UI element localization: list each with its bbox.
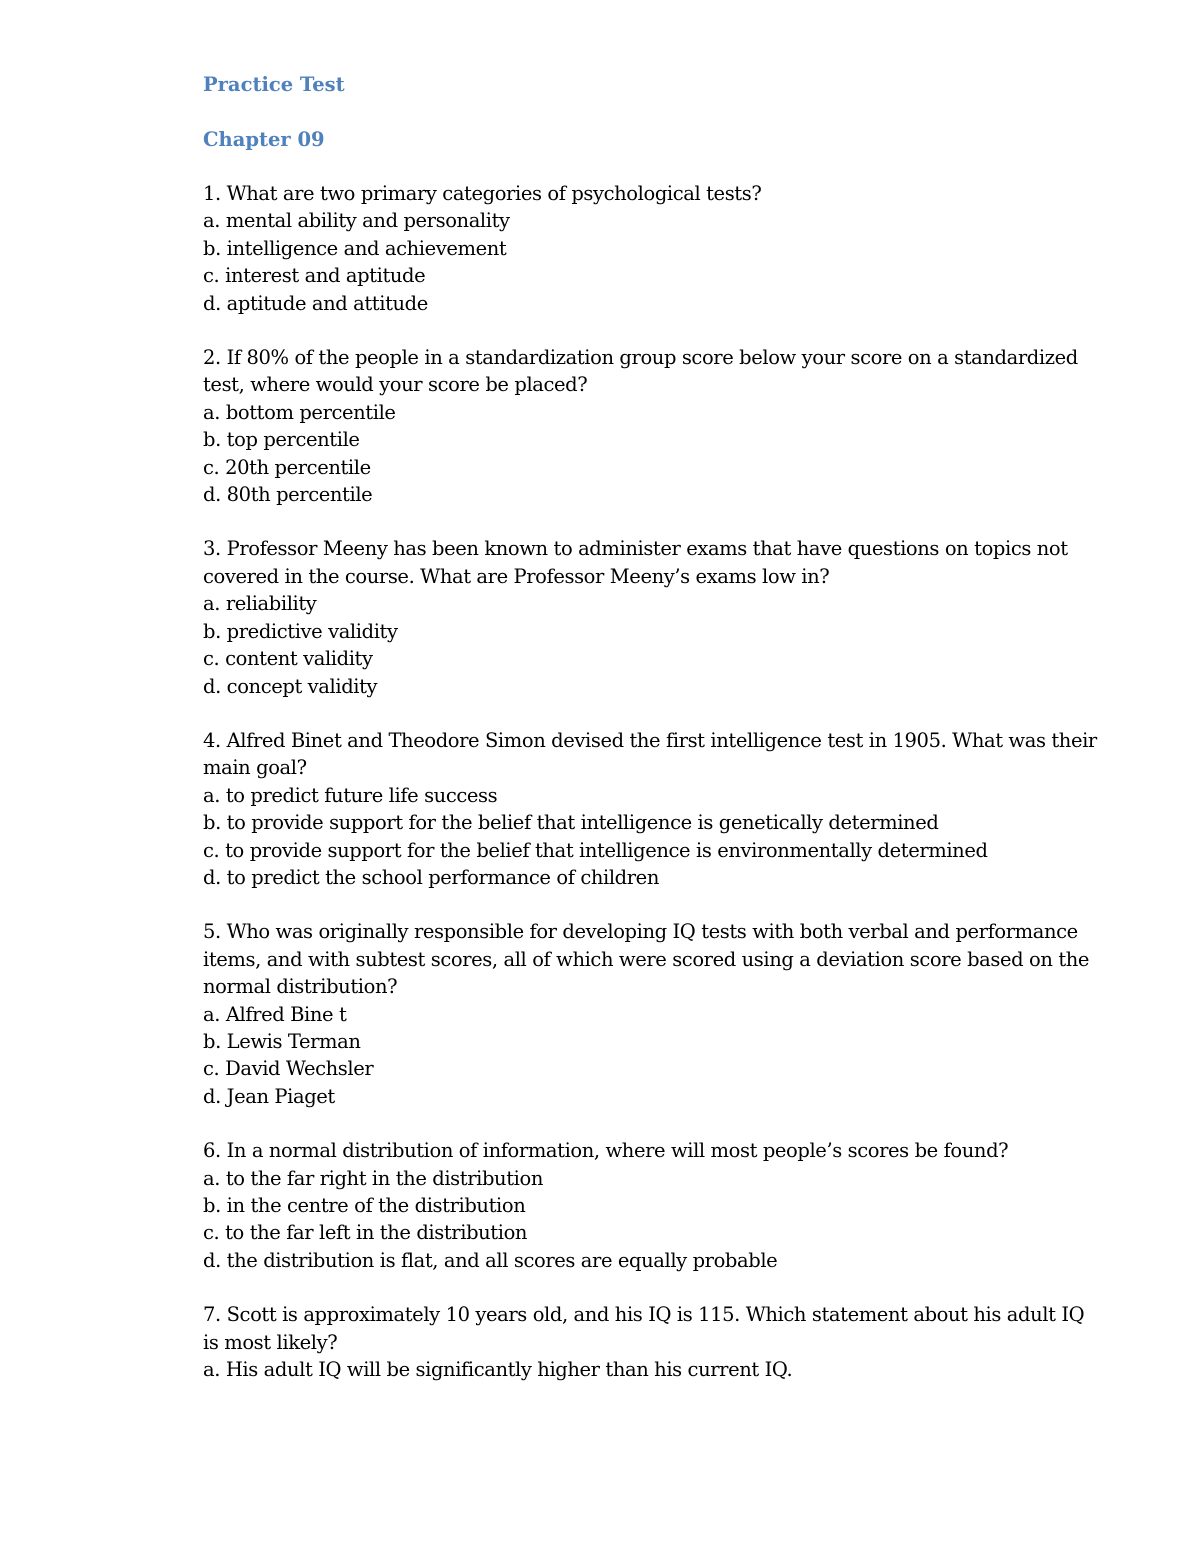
answer-option: c. interest and aptitude [203, 264, 426, 288]
answer-option: b. predictive validity [203, 619, 398, 643]
answer-option: b. intelligence and achievement [203, 236, 507, 260]
question-7 [203, 1301, 1103, 1383]
question-stem: 7. Scott is approximately 10 years old, and his IQ is 115. Which statement about his adult IQ is most likely? [203, 1303, 1085, 1354]
question-stem: 3. Professor Meeny has been known to administer exams that have questions on topics not covered in the course. What are Professor Meeny’s exams low in? [203, 537, 1068, 588]
question-4 [203, 727, 1103, 891]
answer-option: c. 20th percentile [203, 455, 371, 479]
question-1 [203, 180, 1103, 317]
answer-option: d. to predict the school performance of children [203, 865, 659, 889]
answer-option: a. to the far right in the distribution [203, 1166, 543, 1190]
question-3 [203, 535, 1103, 699]
document-title: Practice Test [203, 73, 345, 96]
answer-option: d. the distribution is flat, and all scores are equally probable [203, 1248, 778, 1272]
answer-option: b. to provide support for the belief that intelligence is genetically determined [203, 811, 939, 835]
answer-option: c. content validity [203, 647, 373, 671]
answer-option: c. David Wechsler [203, 1057, 374, 1081]
chapter-heading: Chapter 09 [203, 128, 325, 151]
answer-option: a. to predict future life success [203, 783, 498, 807]
document-page [203, 70, 1103, 1410]
question-list [203, 180, 1103, 1383]
answer-option: c. to provide support for the belief that intelligence is environmentally determined [203, 838, 988, 862]
answer-option: d. 80th percentile [203, 483, 373, 507]
question-6 [203, 1137, 1103, 1274]
answer-option: c. to the far left in the distribution [203, 1221, 528, 1245]
question-stem: 5. Who was originally responsible for developing IQ tests with both verbal and performance items, and with subtest scores, all of which were scored using a deviation score based on the normal distribution? [203, 920, 1090, 999]
question-5 [203, 918, 1103, 1110]
answer-option: b. top percentile [203, 428, 360, 452]
answer-option: d. concept validity [203, 674, 378, 698]
answer-option: b. Lewis Terman [203, 1029, 361, 1053]
answer-option: d. aptitude and attitude [203, 291, 428, 315]
answer-option: d. Jean Piaget [203, 1084, 335, 1108]
question-stem: 6. In a normal distribution of information, where will most people’s scores be found? [203, 1139, 1009, 1163]
question-stem: 4. Alfred Binet and Theodore Simon devised the first intelligence test in 1905. What was their main goal? [203, 728, 1097, 780]
answer-option: b. in the centre of the distribution [203, 1194, 526, 1217]
answer-option: a. reliability [203, 592, 317, 616]
question-stem: 2. If 80% of the people in a standardization group score below your score on a standardized test, where would your score be placed? [203, 346, 1078, 397]
answer-option: a. Alfred Bine t [203, 1002, 347, 1026]
answer-option: a. mental ability and personality [203, 209, 510, 233]
question-stem: 1. What are two primary categories of psychological tests? [203, 182, 762, 205]
answer-option: a. His adult IQ will be significantly higher than his current IQ. [203, 1358, 793, 1382]
question-2 [203, 344, 1103, 508]
answer-option: a. bottom percentile [203, 400, 396, 424]
